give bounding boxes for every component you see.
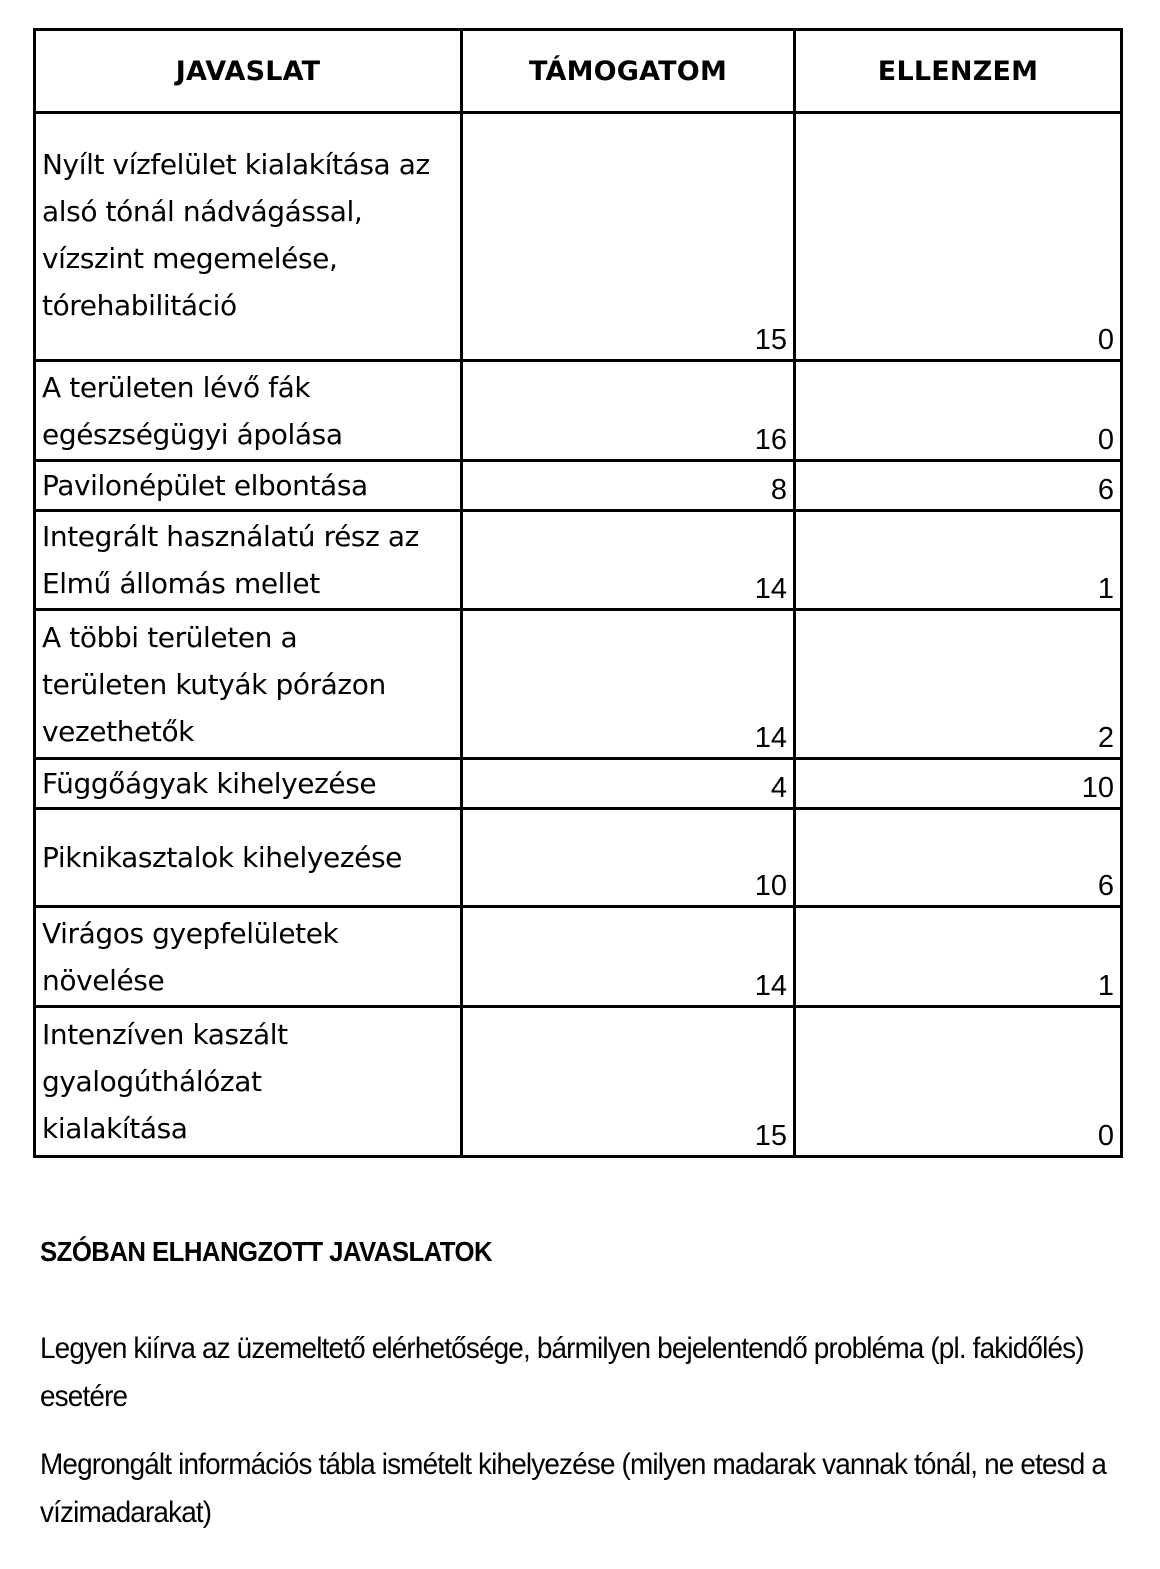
proposal-label: Nyílt vízfelület kialakítása az alsó tónál nádvágással, vízszint megemelése, tórehabilitáció	[35, 113, 462, 361]
oppose-count: 0	[795, 113, 1122, 361]
support-count: 16	[462, 361, 795, 461]
support-count: 8	[462, 461, 795, 511]
proposal-vote-table	[33, 28, 1123, 1158]
table-row	[35, 907, 1122, 1007]
oppose-count: 1	[795, 907, 1122, 1007]
oppose-count: 0	[795, 361, 1122, 461]
proposal-label: A területen lévő fák egészségügyi ápolása	[35, 361, 462, 461]
table-row	[35, 610, 1122, 759]
proposal-label: Intenzíven kaszált gyalogúthálózat kialakítása	[35, 1007, 462, 1157]
table-row	[35, 461, 1122, 511]
list-item: Megrongált információs tábla ismételt kihelyezése (milyen madarak vannak tónál, ne etesd a vízimadarakat)	[40, 1448, 1107, 1529]
support-count: 14	[462, 907, 795, 1007]
support-count: 15	[462, 1007, 795, 1157]
table-row	[35, 361, 1122, 461]
support-count: 4	[462, 759, 795, 809]
table-row	[35, 511, 1122, 610]
header-proposal: JAVASLAT	[35, 30, 462, 113]
oral-proposals-list	[40, 1325, 1130, 1557]
proposal-label: Pavilonépület elbontása	[35, 461, 462, 511]
header-support: TÁMOGATOM	[462, 30, 795, 113]
table-row	[35, 759, 1122, 809]
proposal-label: Integrált használatú rész az Elmű állomás mellet	[35, 511, 462, 610]
oppose-count: 2	[795, 610, 1122, 759]
support-count: 14	[462, 511, 795, 610]
header-oppose: ELLENZEM	[795, 30, 1122, 113]
proposal-label: Függőágyak kihelyezése	[35, 759, 462, 809]
table-row	[35, 809, 1122, 907]
oppose-count: 1	[795, 511, 1122, 610]
support-count: 10	[462, 809, 795, 907]
proposal-label: Virágos gyepfelületek növelése	[35, 907, 462, 1007]
oppose-count: 6	[795, 461, 1122, 511]
support-count: 14	[462, 610, 795, 759]
oral-proposals-heading: SZÓBAN ELHANGZOTT JAVASLATOK	[40, 1236, 493, 1267]
proposal-label: Piknikasztalok kihelyezése	[35, 809, 462, 907]
oppose-count: 0	[795, 1007, 1122, 1157]
list-item: Legyen kiírva az üzemeltető elérhetősége, bármilyen bejelentendő probléma (pl. fakidőlés) esetére	[40, 1332, 1084, 1413]
proposal-label: A többi területen a területen kutyák pórázon vezethetők	[35, 610, 462, 759]
support-count: 15	[462, 113, 795, 361]
oppose-count: 6	[795, 809, 1122, 907]
table-row	[35, 113, 1122, 361]
table-header-row	[35, 30, 1122, 113]
table-row	[35, 1007, 1122, 1157]
oppose-count: 10	[795, 759, 1122, 809]
